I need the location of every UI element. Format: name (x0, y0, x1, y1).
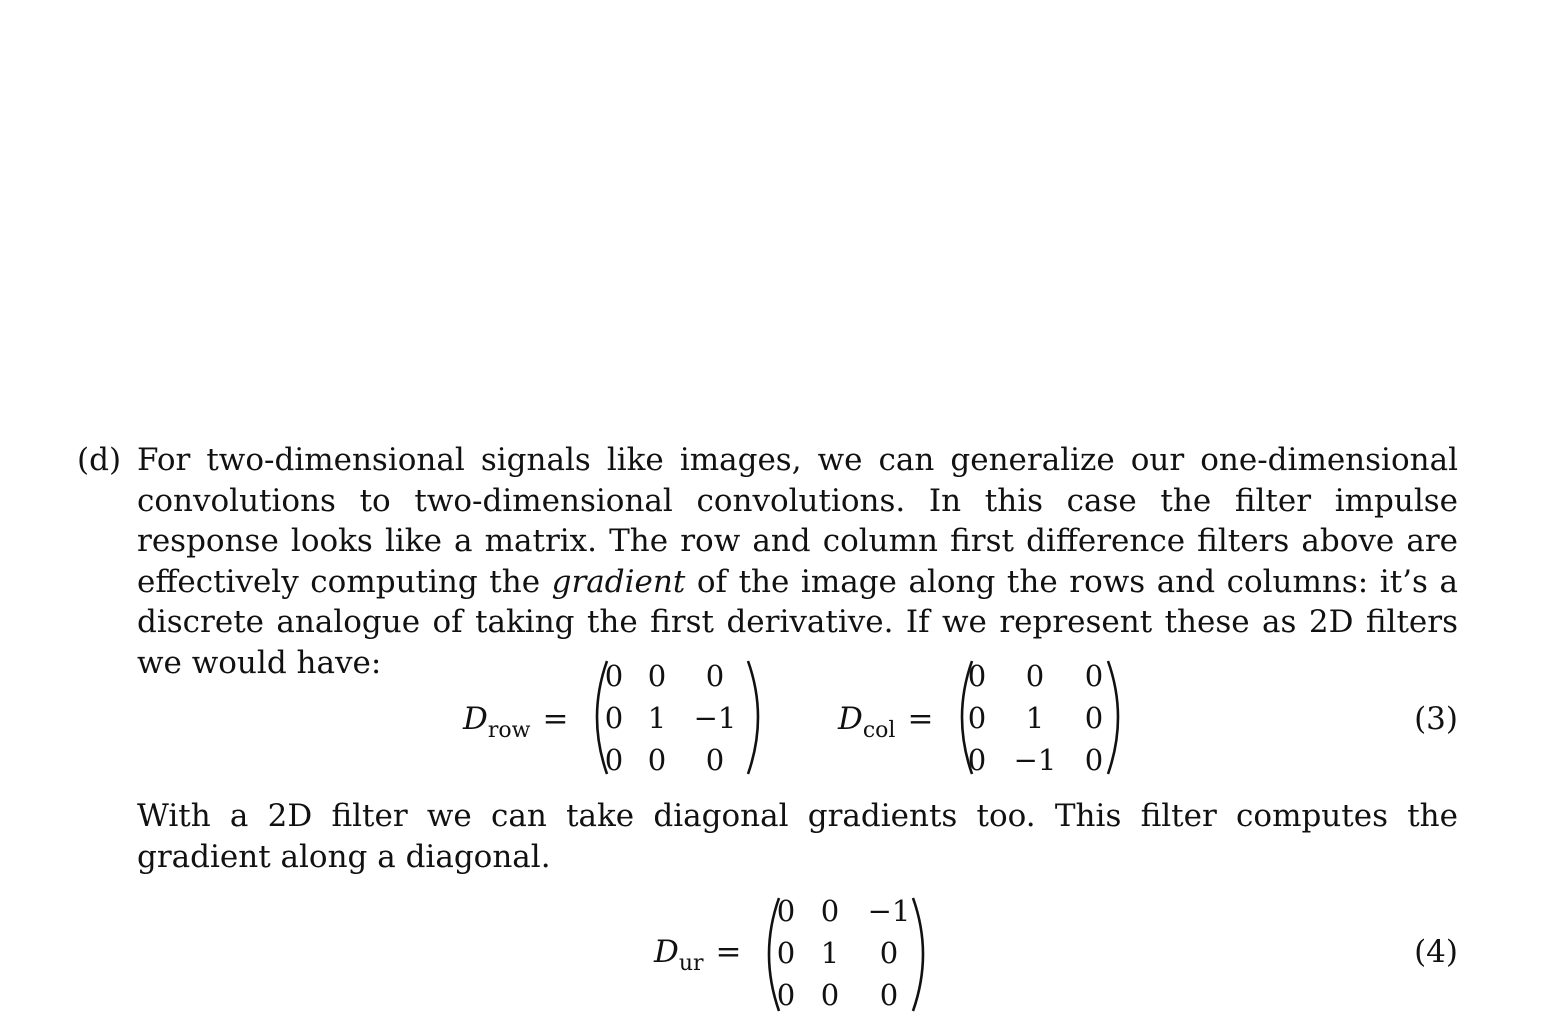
d-col-cell-1-1: 1 (1025, 701, 1045, 735)
d-ur-lhs (654, 934, 742, 976)
d-row-cell-0-0: 0 (604, 659, 624, 693)
d-ur-cell-2-1: 0 (820, 978, 840, 1012)
d-row-cell-2-1: 0 (647, 743, 667, 777)
d-col-cell-2-2: 0 (1084, 743, 1104, 777)
d-ur-equals: = (715, 934, 742, 970)
part-label: (d) (77, 442, 122, 478)
d-col-cell-0-2: 0 (1084, 659, 1104, 693)
d-row-cell-2-2: 0 (705, 743, 725, 777)
d-row-cell-1-2: −1 (693, 701, 737, 735)
paragraph-diagonal: With a 2D filter we can take diagonal gradients too. This filter computes the gradient along a diagonal. (137, 798, 1458, 875)
paragraph-intro (137, 440, 1458, 683)
d-row-cell-1-0: 0 (604, 701, 624, 735)
d-ur-symbol: D (654, 934, 679, 970)
d-row-symbol: D (463, 701, 488, 737)
d-row-subscript: row (487, 718, 531, 743)
d-col-cell-2-0: 0 (967, 743, 987, 777)
d-ur-cell-0-0: 0 (776, 894, 796, 928)
d-ur-cell-1-1: 1 (820, 936, 840, 970)
paragraph-intro-text-2: of the image along the rows and columns: it’s a discrete analogue of taking the first derivative. If we represent these as 2D filters we would have: (137, 563, 1458, 681)
d-row-lhs (463, 701, 569, 743)
d-col-cell-0-0: 0 (967, 659, 987, 693)
d-col-cell-2-1: −1 (1013, 743, 1057, 777)
d-col-cell-0-1: 0 (1025, 659, 1045, 693)
equation-3 (0, 655, 1564, 780)
d-row-cell-2-0: 0 (604, 743, 624, 777)
d-row-cell-1-1: 1 (647, 701, 667, 735)
d-col-cell-1-0: 0 (967, 701, 987, 735)
d-ur-cell-0-1: 0 (820, 894, 840, 928)
d-ur-cell-0-2: −1 (867, 894, 911, 928)
d-row-equals: = (542, 701, 569, 737)
d-ur-cell-1-0: 0 (776, 936, 796, 970)
d-ur-matrix (757, 892, 935, 1017)
d-col-equals: = (907, 701, 934, 737)
d-col-symbol: D (838, 701, 863, 737)
equation-4 (0, 892, 1564, 1017)
d-col-cell-1-2: 0 (1084, 701, 1104, 735)
d-ur-subscript: ur (678, 951, 704, 976)
d-ur-cell-2-0: 0 (776, 978, 796, 1012)
d-ur-cell-2-2: 0 (879, 978, 899, 1012)
d-col-matrix (950, 655, 1130, 780)
paragraph-intro-text-1: For two-dimensional signals like images, we can generalize our one-dimensional convolutions to two-dimensional convolutions. In this case the filter impulse response looks like a matrix. The row and column first difference filters above are effectively computing the (137, 442, 1458, 600)
d-ur-cell-1-2: 0 (879, 936, 899, 970)
d-row-cell-0-2: 0 (705, 659, 725, 693)
d-col-lhs (838, 701, 934, 743)
d-row-cell-0-1: 0 (647, 659, 667, 693)
equation-number-3: (3) (1414, 701, 1458, 737)
d-row-matrix (585, 655, 770, 780)
equation-number-4: (4) (1414, 934, 1458, 970)
emphasis-gradient: gradient (551, 563, 686, 600)
d-col-subscript: col (862, 718, 896, 743)
